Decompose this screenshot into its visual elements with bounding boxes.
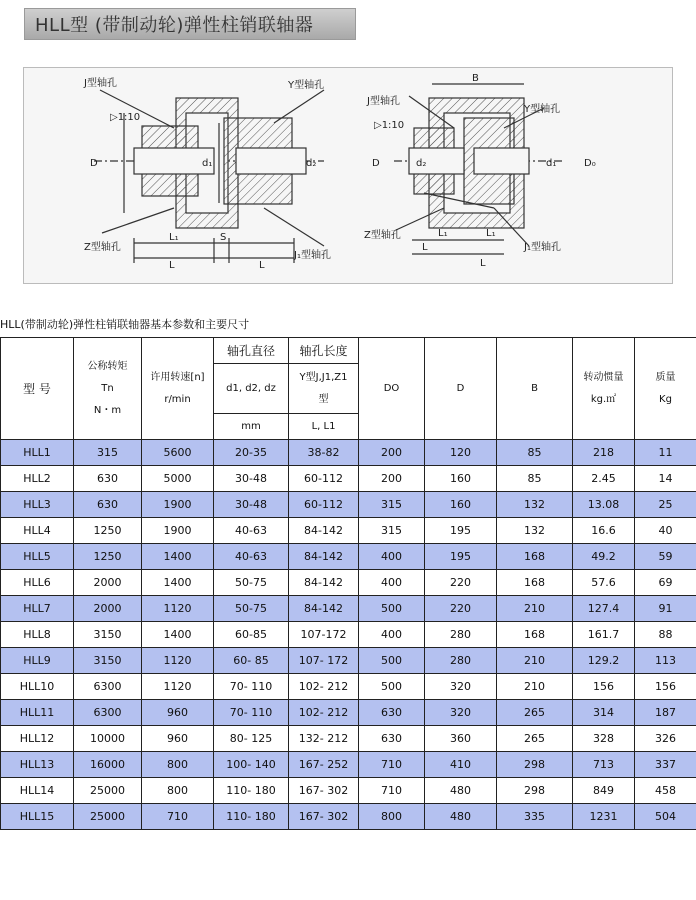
cell-model: HLL4 <box>1 518 74 544</box>
left-label-l-a: L <box>169 260 175 271</box>
cell-model: HLL1 <box>1 440 74 466</box>
left-label-l1: L₁ <box>169 232 179 243</box>
cell-b: 298 <box>497 752 573 778</box>
cell-d0: 710 <box>359 778 425 804</box>
cell-d: 80- 125 <box>214 726 289 752</box>
table-row <box>1 544 696 570</box>
header-model: 型 号 <box>1 338 74 440</box>
cell-l: 102- 212 <box>289 674 359 700</box>
cell-l: 84-142 <box>289 544 359 570</box>
header-bore-dia-sub: d1, d2, dz <box>214 364 289 414</box>
cell-j: 129.2 <box>573 648 635 674</box>
cell-dd: 220 <box>425 596 497 622</box>
cell-dd: 320 <box>425 674 497 700</box>
cell-n: 710 <box>142 804 214 830</box>
right-label-l-b: L <box>480 258 486 269</box>
table-row <box>1 674 696 700</box>
header-speed-unit: r/min <box>164 393 191 405</box>
right-label-l1-a: L₁ <box>438 228 448 239</box>
cell-dd: 160 <box>425 466 497 492</box>
cell-n: 1900 <box>142 518 214 544</box>
header-mass-label: 质量 <box>655 371 676 383</box>
cell-tn: 3150 <box>74 622 142 648</box>
cell-tn: 6300 <box>74 674 142 700</box>
cell-m: 156 <box>635 674 696 700</box>
cell-b: 298 <box>497 778 573 804</box>
cell-m: 59 <box>635 544 696 570</box>
technical-drawing <box>23 67 673 284</box>
table-row <box>1 726 696 752</box>
cell-b: 210 <box>497 648 573 674</box>
cell-d: 30-48 <box>214 466 289 492</box>
cell-d: 30-48 <box>214 492 289 518</box>
cell-n: 800 <box>142 752 214 778</box>
cell-d0: 630 <box>359 726 425 752</box>
cell-m: 504 <box>635 804 696 830</box>
cell-m: 326 <box>635 726 696 752</box>
left-label-y: Y型轴孔 <box>288 80 325 91</box>
left-label-s: S <box>220 232 227 243</box>
right-label-taper: ▷1:10 <box>374 120 405 131</box>
cell-j: 13.08 <box>573 492 635 518</box>
cell-j: 156 <box>573 674 635 700</box>
left-label-j: J型轴孔 <box>84 78 117 89</box>
right-label-d0: D₀ <box>584 158 596 169</box>
cell-n: 5600 <box>142 440 214 466</box>
cell-d0: 630 <box>359 700 425 726</box>
cell-dd: 480 <box>425 804 497 830</box>
cell-n: 1400 <box>142 570 214 596</box>
page-title: HLL型 (带制动轮)弹性柱销联轴器 <box>35 15 314 36</box>
cell-d0: 500 <box>359 674 425 700</box>
cell-n: 5000 <box>142 466 214 492</box>
cell-n: 1120 <box>142 596 214 622</box>
cell-l: 132- 212 <box>289 726 359 752</box>
header-bore-len-sub-2: 型 <box>318 393 329 405</box>
cell-d0: 400 <box>359 622 425 648</box>
cell-model: HLL8 <box>1 622 74 648</box>
coupling-drawing-svg <box>24 68 672 283</box>
cell-model: HLL3 <box>1 492 74 518</box>
cell-j: 57.6 <box>573 570 635 596</box>
header-bore-len: 轴孔长度 <box>289 338 359 364</box>
cell-l: 84-142 <box>289 596 359 622</box>
cell-m: 69 <box>635 570 696 596</box>
cell-d: 50-75 <box>214 570 289 596</box>
cell-tn: 315 <box>74 440 142 466</box>
cell-tn: 2000 <box>74 596 142 622</box>
cell-l: 84-142 <box>289 570 359 596</box>
header-mass <box>635 338 696 440</box>
right-label-d2: d₂ <box>416 158 427 169</box>
cell-d: 50-75 <box>214 596 289 622</box>
cell-b: 265 <box>497 726 573 752</box>
cell-d: 110- 180 <box>214 778 289 804</box>
cell-n: 1900 <box>142 492 214 518</box>
cell-l: 38-82 <box>289 440 359 466</box>
cell-j: 16.6 <box>573 518 635 544</box>
right-label-j: J型轴孔 <box>367 96 400 107</box>
cell-d0: 400 <box>359 570 425 596</box>
cell-d: 20-35 <box>214 440 289 466</box>
cell-tn: 16000 <box>74 752 142 778</box>
cell-j: 161.7 <box>573 622 635 648</box>
table-row <box>1 622 696 648</box>
cell-model: HLL6 <box>1 570 74 596</box>
cell-dd: 195 <box>425 518 497 544</box>
cell-j: 127.4 <box>573 596 635 622</box>
cell-l: 60-112 <box>289 466 359 492</box>
right-label-z: Z型轴孔 <box>364 230 401 241</box>
cell-m: 458 <box>635 778 696 804</box>
cell-d0: 500 <box>359 648 425 674</box>
cell-d: 70- 110 <box>214 674 289 700</box>
cell-b: 85 <box>497 440 573 466</box>
title-banner <box>24 8 356 40</box>
table-row <box>1 804 696 830</box>
cell-dd: 280 <box>425 622 497 648</box>
cell-dd: 160 <box>425 492 497 518</box>
left-label-d: D <box>90 158 98 169</box>
header-speed <box>142 338 214 440</box>
header-torque-unit: N・m <box>93 404 122 416</box>
cell-tn: 10000 <box>74 726 142 752</box>
cell-m: 25 <box>635 492 696 518</box>
spec-table-body <box>1 440 696 830</box>
cell-m: 91 <box>635 596 696 622</box>
cell-model: HLL7 <box>1 596 74 622</box>
right-label-d1: d₁ <box>546 158 557 169</box>
cell-dd: 320 <box>425 700 497 726</box>
cell-n: 1120 <box>142 648 214 674</box>
cell-model: HLL11 <box>1 700 74 726</box>
cell-j: 314 <box>573 700 635 726</box>
cell-model: HLL10 <box>1 674 74 700</box>
left-label-j1: J₁型轴孔 <box>294 250 331 261</box>
cell-b: 132 <box>497 518 573 544</box>
cell-l: 60-112 <box>289 492 359 518</box>
cell-n: 1400 <box>142 544 214 570</box>
cell-d0: 315 <box>359 492 425 518</box>
table-caption: HLL(带制动轮)弹性柱销联轴器基本参数和主要尺寸 <box>0 318 250 331</box>
cell-d0: 200 <box>359 466 425 492</box>
header-mass-unit: Kg <box>659 393 672 405</box>
cell-b: 85 <box>497 466 573 492</box>
cell-tn: 1250 <box>74 518 142 544</box>
right-label-b: B <box>472 73 479 84</box>
cell-j: 1231 <box>573 804 635 830</box>
cell-l: 107-172 <box>289 622 359 648</box>
spec-table <box>0 337 696 830</box>
cell-n: 1120 <box>142 674 214 700</box>
cell-b: 168 <box>497 570 573 596</box>
cell-tn: 25000 <box>74 804 142 830</box>
cell-dd: 360 <box>425 726 497 752</box>
cell-d: 110- 180 <box>214 804 289 830</box>
cell-l: 167- 302 <box>289 804 359 830</box>
header-inertia-unit: kg.㎡ <box>590 393 617 405</box>
header-bore-dia: 轴孔直径 <box>214 338 289 364</box>
header-bore-len-sub-1: Y型J,J1,Z1 <box>299 371 348 383</box>
cell-d: 40-63 <box>214 518 289 544</box>
cell-d0: 315 <box>359 518 425 544</box>
cell-l: 107- 172 <box>289 648 359 674</box>
cell-d: 70- 110 <box>214 700 289 726</box>
cell-m: 88 <box>635 622 696 648</box>
cell-dd: 120 <box>425 440 497 466</box>
cell-tn: 6300 <box>74 700 142 726</box>
cell-d0: 400 <box>359 544 425 570</box>
cell-d: 60- 85 <box>214 648 289 674</box>
cell-j: 713 <box>573 752 635 778</box>
cell-model: HLL12 <box>1 726 74 752</box>
cell-d: 60-85 <box>214 622 289 648</box>
cell-n: 960 <box>142 700 214 726</box>
cell-dd: 480 <box>425 778 497 804</box>
header-torque-label: 公称转矩 <box>87 360 128 372</box>
table-row <box>1 596 696 622</box>
table-row <box>1 778 696 804</box>
header-speed-label: 许用转速[n] <box>150 371 205 383</box>
left-label-l-b: L <box>259 260 265 271</box>
cell-tn: 1250 <box>74 544 142 570</box>
table-row <box>1 466 696 492</box>
cell-b: 168 <box>497 622 573 648</box>
cell-tn: 3150 <box>74 648 142 674</box>
cell-n: 960 <box>142 726 214 752</box>
cell-n: 1400 <box>142 622 214 648</box>
table-row <box>1 492 696 518</box>
cell-model: HLL5 <box>1 544 74 570</box>
cell-m: 337 <box>635 752 696 778</box>
cell-m: 187 <box>635 700 696 726</box>
cell-b: 132 <box>497 492 573 518</box>
cell-model: HLL14 <box>1 778 74 804</box>
cell-d: 100- 140 <box>214 752 289 778</box>
cell-j: 218 <box>573 440 635 466</box>
cell-model: HLL9 <box>1 648 74 674</box>
cell-j: 2.45 <box>573 466 635 492</box>
cell-d0: 200 <box>359 440 425 466</box>
header-torque <box>74 338 142 440</box>
cell-m: 14 <box>635 466 696 492</box>
cell-b: 168 <box>497 544 573 570</box>
left-label-taper: ▷1:10 <box>110 112 141 123</box>
header-inertia-label: 转动惯量 <box>583 371 624 383</box>
table-row <box>1 440 696 466</box>
cell-model: HLL13 <box>1 752 74 778</box>
cell-b: 210 <box>497 674 573 700</box>
cell-d0: 800 <box>359 804 425 830</box>
cell-j: 328 <box>573 726 635 752</box>
header-b: B <box>497 338 573 440</box>
header-bore-len-sub <box>289 364 359 414</box>
right-label-l1-b: L₁ <box>486 228 496 239</box>
cell-tn: 630 <box>74 466 142 492</box>
cell-dd: 280 <box>425 648 497 674</box>
left-label-d1: d₁ <box>202 158 213 169</box>
table-row <box>1 518 696 544</box>
cell-l: 167- 252 <box>289 752 359 778</box>
cell-d0: 500 <box>359 596 425 622</box>
cell-d: 40-63 <box>214 544 289 570</box>
cell-m: 113 <box>635 648 696 674</box>
header-bore-dia-unit: mm <box>214 414 289 440</box>
right-label-l-a: L <box>422 242 428 253</box>
cell-m: 40 <box>635 518 696 544</box>
cell-l: 84-142 <box>289 518 359 544</box>
header-torque-symbol: Tn <box>101 382 114 394</box>
table-row <box>1 570 696 596</box>
cell-b: 210 <box>497 596 573 622</box>
cell-model: HLL2 <box>1 466 74 492</box>
header-bore-len-unit: L, L1 <box>289 414 359 440</box>
cell-tn: 2000 <box>74 570 142 596</box>
cell-d0: 710 <box>359 752 425 778</box>
cell-b: 265 <box>497 700 573 726</box>
cell-n: 800 <box>142 778 214 804</box>
cell-l: 102- 212 <box>289 700 359 726</box>
cell-m: 11 <box>635 440 696 466</box>
table-row <box>1 700 696 726</box>
right-label-y: Y型轴孔 <box>524 104 561 115</box>
cell-j: 49.2 <box>573 544 635 570</box>
cell-dd: 195 <box>425 544 497 570</box>
cell-tn: 630 <box>74 492 142 518</box>
table-row <box>1 752 696 778</box>
cell-b: 335 <box>497 804 573 830</box>
header-d0: DO <box>359 338 425 440</box>
left-label-z: Z型轴孔 <box>84 242 121 253</box>
header-inertia <box>573 338 635 440</box>
right-label-d: D <box>372 158 380 169</box>
header-d: D <box>425 338 497 440</box>
table-row <box>1 648 696 674</box>
cell-dd: 220 <box>425 570 497 596</box>
cell-l: 167- 302 <box>289 778 359 804</box>
cell-j: 849 <box>573 778 635 804</box>
left-label-d2: d₂ <box>306 158 317 169</box>
right-label-j1: J₁型轴孔 <box>524 242 561 253</box>
cell-model: HLL15 <box>1 804 74 830</box>
cell-dd: 410 <box>425 752 497 778</box>
cell-tn: 25000 <box>74 778 142 804</box>
